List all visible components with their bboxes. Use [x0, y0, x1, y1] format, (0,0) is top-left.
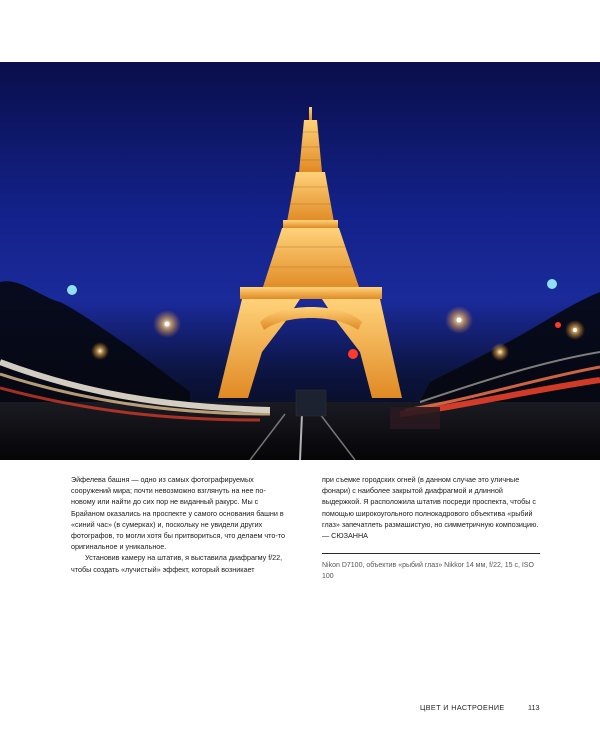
eiffel-tower-photo — [0, 62, 600, 460]
caption-divider — [322, 553, 540, 554]
page-number: 113 — [528, 703, 540, 712]
vehicle — [296, 390, 326, 416]
article-paragraph: Эйфелева башня — одно из самых фотографируемых сооружений мира; почти невозможно взглянуть на нее по-новому или найти до сих пор не виданный ракурс. Мы с Брайаном оказались на проспекте у самого основания башни в «синий час» (в сумерках) и, поскольку не увидели других фотографов, то могли хотя бы притвориться, что делаем что-то оригинальное и уникальное. — [71, 475, 285, 552]
photo-illustration — [0, 62, 600, 460]
photo-caption: Nikon D7100, объектив «рыбий глаз» Nikkor 14 мм, f/22, 15 с, ISO 100 — [322, 562, 534, 580]
article-column-left — [71, 474, 289, 575]
section-title: ЦВЕТ И НАСТРОЕНИЕ — [420, 703, 505, 712]
article-paragraph: Установив камеру на штатив, я выставила диафрагму f/22, чтобы создать «лучистый» эффект, который возникает — [71, 553, 283, 574]
article-column-right — [322, 474, 540, 541]
eiffel-tower — [218, 107, 402, 398]
article-paragraph: при съемке городских огней (в данном случае это уличные фонари) с наиболее закрытой диафрагмой и длинной выдержкой. Я расположила штатив посреди проспекта, чтобы с помощью широкоугольного полнокадрового объектива «рыбий глаз» запечатлеть размашистую, но симметричную композицию. — СЮЗАННА — [322, 475, 539, 541]
